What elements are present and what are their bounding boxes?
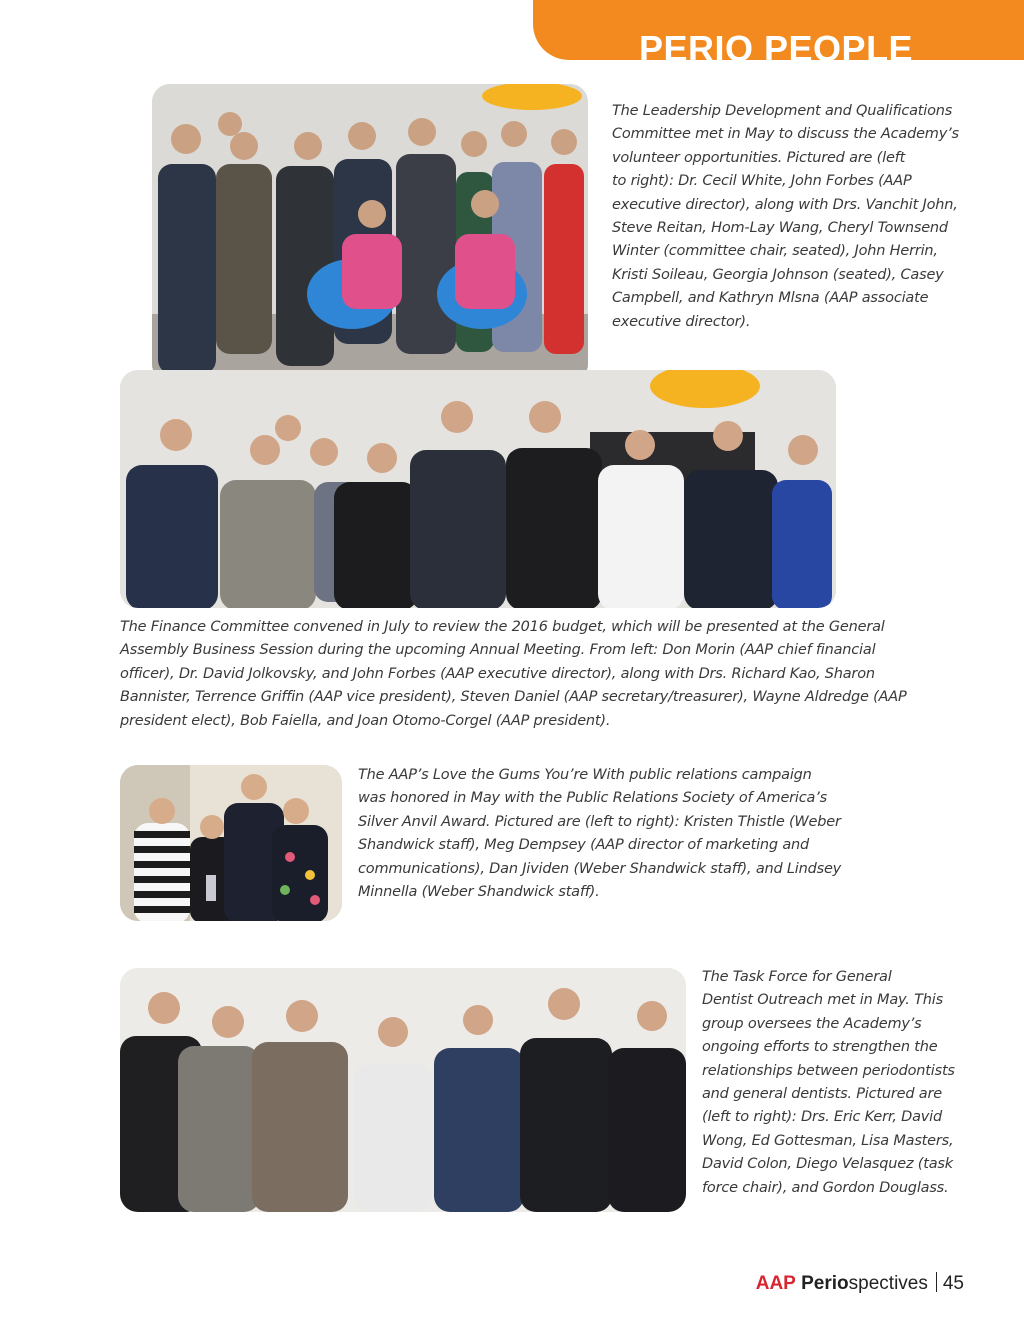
task-force-caption: The Task Force for General Dentist Outreach met in May. This group oversees the Academy’s ongoing efforts to strengthen the relationships between periodontists and general dentists. Pictured are (left to right): Drs. Eric Kerr, David Wong, Ed Gottesman, Lisa Masters, David Colon, Diego Velasquez (task force chair), and Gordon Douglass.	[702, 969, 955, 1196]
award-caption: The AAP’s Love the Gums You’re With public relations campaign was honored in May with the Public Relations Society of America’s Silver Anvil Award. Pictured are (left to right): Kristen Thistle (Weber Shandwick staff), Meg Dempsey (AAP director of marketing and communications), Dan Jividen (Weber Shandwick staff), and Lindsey Minnella (Weber Shandwick staff).	[358, 767, 842, 901]
finance-caption: The Finance Committee convened in July to review the 2016 budget, which will be presented at the General Assembly Business Session during the upcoming Annual Meeting. From left: Don Morin (AAP chief financial officer), Dr. David Jolkovsky, and John Forbes (AAP executive director), along with Drs. Richard Kao, Sharon Bannister, Terrence Griffin (AAP vice president), Steven Daniel (AAP secretary/treasurer), Wayne Aldredge (AAP president elect), Bob Faiella, and Joan Otomo-Corgel (AAP president).	[120, 619, 907, 729]
page-number: 45	[942, 1273, 964, 1294]
task-force-photo	[120, 968, 686, 1212]
finance-committee-photo	[120, 370, 836, 608]
section-title: PERIO PEOPLE	[639, 28, 914, 69]
leadership-caption: The Leadership Development and Qualifications Committee met in May to discuss the Academy’s volunteer opportunities. Pictured are (left to right): Dr. Cecil White, John Forbes (AAP executive director), along with Drs. Vanchit John, Steve Reitan, Hom-Lay Wang, Cheryl Townsend Winter (committee chair, seated), John Herrin, Kristi Soileau, Georgia Johnson (seated), Casey Campbell, and Kathryn Mlsna (AAP associate executive director).	[612, 103, 959, 330]
leadership-committee-photo	[152, 84, 588, 382]
section-header-tab	[533, 0, 1024, 69]
footer-brand-perio: Perio	[801, 1273, 849, 1294]
footer-divider	[936, 1272, 937, 1292]
page-footer	[756, 1272, 964, 1295]
footer-brand-aap: AAP	[755, 1273, 796, 1294]
award-photo	[120, 765, 342, 921]
footer-brand-rest: spectives	[848, 1273, 928, 1294]
